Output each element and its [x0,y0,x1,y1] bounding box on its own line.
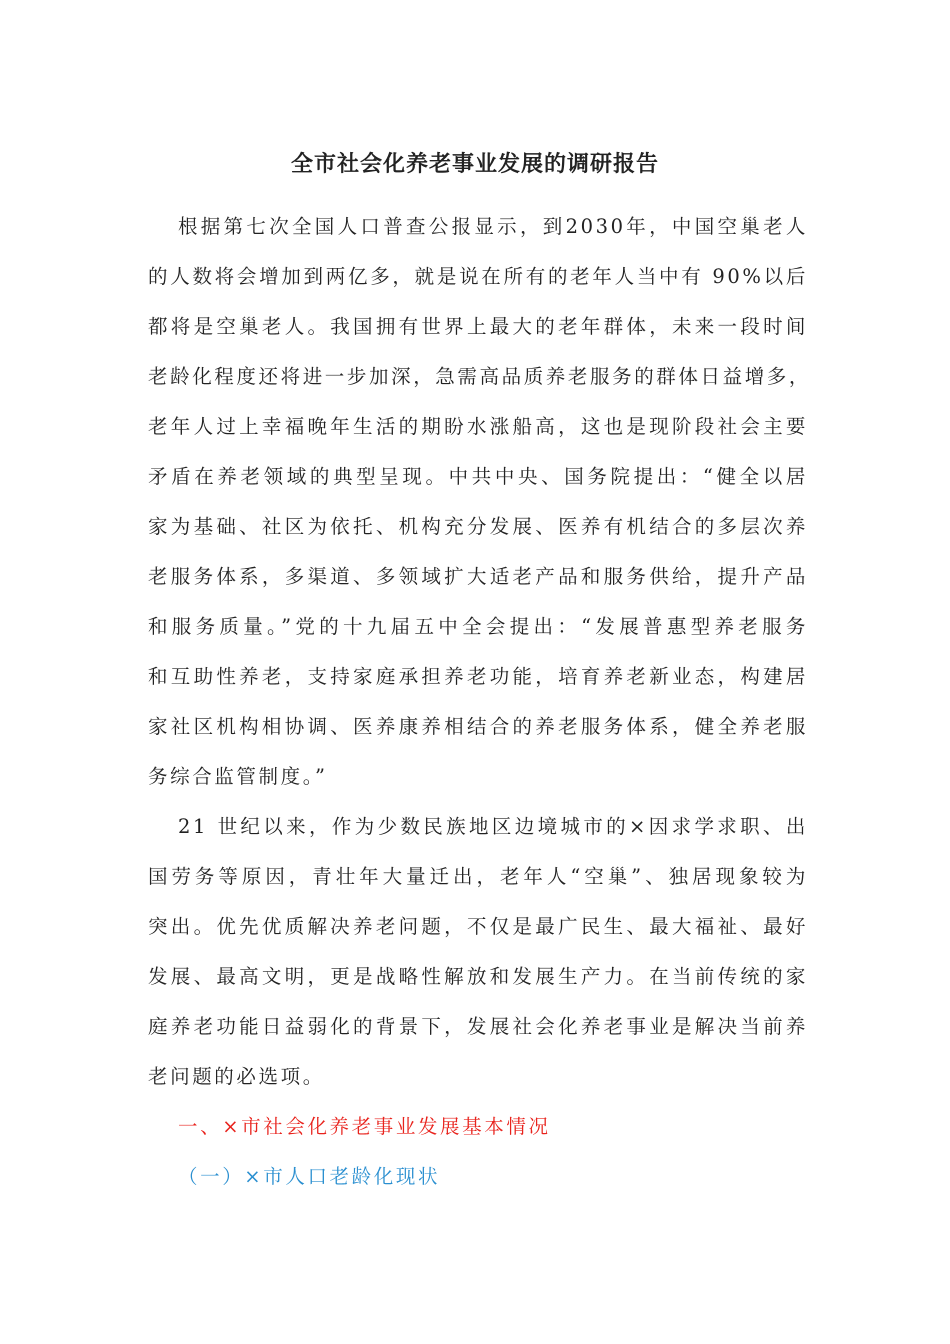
paragraph-line: 老年人过上幸福晚年生活的期盼水涨船高，这也是现阶段社会主要 [148,415,808,438]
paragraph-line: 国劳务等原因，青壮年大量迁出，老年人“空巢”、独居现象较为 [148,865,808,888]
paragraph-line: 根据第七次全国人口普查公报显示，到2030年，中国空巢老人 [178,215,808,238]
paragraph-line: 和服务质量。”党的十九届五中全会提出：“发展普惠型养老服务 [148,615,808,638]
paragraph-line: 21 世纪以来，作为少数民族地区边境城市的×因求学求职、出 [178,815,808,838]
paragraph-line: 家社区机构相协调、医养康养相结合的养老服务体系，健全养老服 [148,715,808,738]
paragraph-line: 和互助性养老，支持家庭承担养老功能，培育养老新业态，构建居 [148,665,808,688]
paragraph-line: 务综合监管制度。” [148,765,328,788]
report-title: 全市社会化养老事业发展的调研报告 [290,151,659,177]
section-heading-1: 一、×市社会化养老事业发展基本情况 [178,1115,551,1138]
section-heading-2: （一）×市人口老龄化现状 [178,1165,441,1188]
paragraph-line: 老龄化程度还将进一步加深，急需高品质养老服务的群体日益增多， [148,365,812,388]
paragraph-line: 矛盾在养老领域的典型呈现。中共中央、国务院提出：“健全以居 [148,465,808,488]
paragraph-line: 都将是空巢老人。我国拥有世界上最大的老年群体，未来一段时间 [148,315,808,338]
paragraph-line: 老问题的必选项。 [148,1065,325,1088]
paragraph-line: 的人数将会增加到两亿多，就是说在所有的老年人当中有 90%以后 [148,265,808,288]
paragraph-line: 老服务体系，多渠道、多领域扩大适老产品和服务供给，提升产品 [148,565,808,588]
paragraph-line: 发展、最高文明，更是战略性解放和发展生产力。在当前传统的家 [148,965,808,988]
paragraph-line: 突出。优先优质解决养老问题，不仅是最广民生、最大福祉、最好 [148,915,808,938]
paragraph-line: 庭养老功能日益弱化的背景下，发展社会化养老事业是解决当前养 [148,1015,808,1038]
paragraph-line: 家为基础、社区为依托、机构充分发展、医养有机结合的多层次养 [148,515,808,538]
